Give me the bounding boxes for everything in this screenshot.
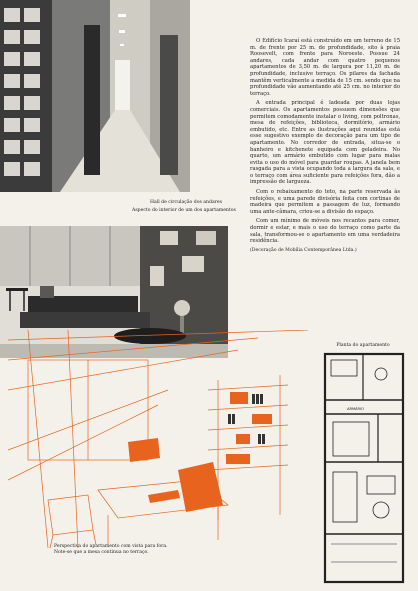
perspective-caption bbox=[54, 544, 254, 556]
hall-corridor-illustration bbox=[0, 0, 190, 192]
hall-caption: Hall de circulação dos andares bbox=[150, 200, 222, 205]
article-paragraph-2: A entrada principal é ladeada por duas lojas comerciais. Os apartamentos possuem dimensões que permitem comodamente instalar o living, com poltronas, mesa de refeições, biblioteca, dormitório, armário embutido, etc. Entre as ilustrações aqui reunidas está esse sugestivo exemplo de decoração para um tipo de apartamento. No corredor de entrada, situa-se o banheiro e kitchenete equipada com geladeira. No quarto, um armário embutido com lugar para malas evita o uso do móvel para guardar roupas. A janela bem rasgada para a vista ocupando toda a largura da sala, e o terraço com área suficiente para refeições fora, dão a impressão de largueza. bbox=[250, 100, 400, 186]
apartment-perspective-sketch bbox=[8, 330, 308, 548]
floor-plan bbox=[323, 352, 405, 584]
perspective-sketch-drawing bbox=[8, 330, 308, 548]
article-paragraph-1: O Edifício Icaraí está construído em um terreno de 15 m. de frente por 25 m. de profundidade, sito à praia Roosevelt, com frente para Noroeste. Possue 24 andares, cada andar com quatro pequenos apartamentos de 3,50 m. de largura por 11,20 m. de profundidade, inclusive terraço. Os pilares da fachada mantêm verticalmente a medida de 15 cm. sendo que na profundidade vão aumentando até 25 cm. no interior do terraço. bbox=[250, 38, 400, 97]
interior-caption: Aspecto do interior de um dos apartamentos bbox=[132, 208, 236, 213]
article-text bbox=[250, 38, 400, 254]
hall-corridor-photo bbox=[0, 0, 190, 192]
floor-plan-title: Planta do apartamento bbox=[336, 343, 390, 348]
decoration-credit: (Decoração de Mobília Contemporânea Ltda.) bbox=[250, 247, 357, 253]
article-paragraph-3: Com o rebaixamento do teto, na parte reservada às refeições, e uma parede divisória feita com cortinas de madeira que permitem a passagem de luz, formando uma ante-câmara, criou-se a divisão do espaço. bbox=[250, 189, 400, 215]
article-paragraph-4: Com um mínimo de móveis nos recantos para comer, dormir e estar, e mais o uso do terraço como parte da sala, transformou-se o apartamento em uma verdadeira residência. bbox=[250, 218, 400, 245]
perspective-caption-line2: Note-se que a mesa continua no terraço. bbox=[54, 550, 149, 555]
room-label-armario: ARMÁRIO bbox=[347, 407, 364, 411]
perspective-caption-line1: Perspectiva do apartamento com vista para fora. bbox=[54, 544, 168, 549]
floor-plan-drawing bbox=[323, 352, 405, 584]
